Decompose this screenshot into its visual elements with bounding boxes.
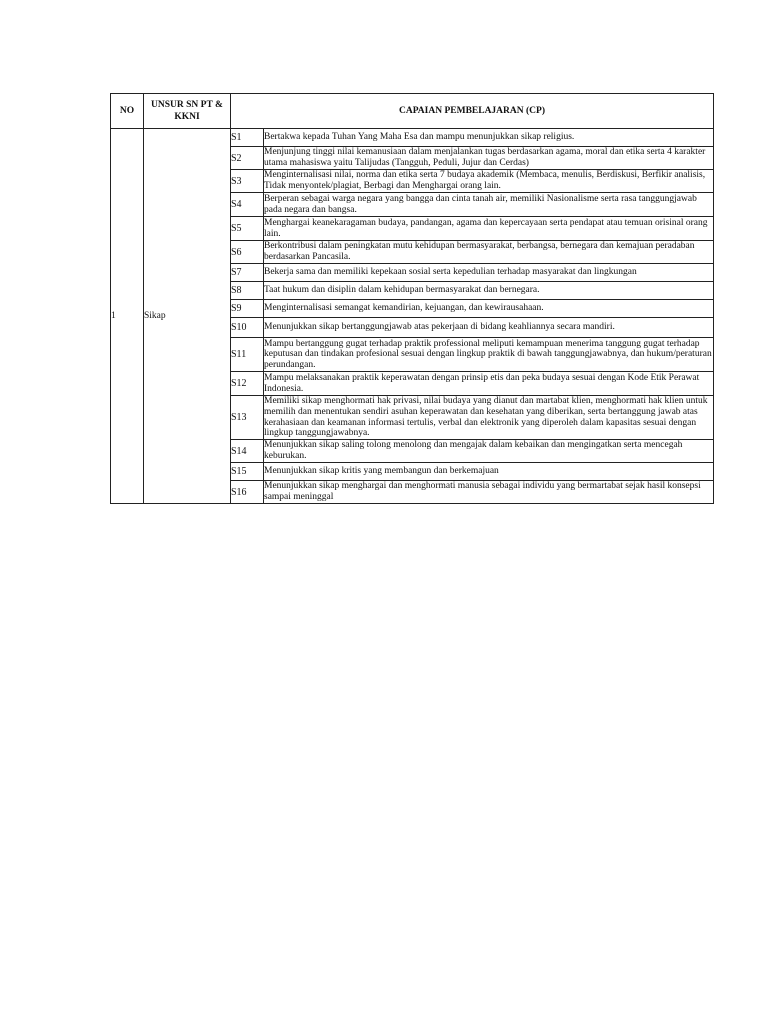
table-row [111, 129, 714, 147]
row-description: Memiliki sikap menghormati hak privasi, nilai budaya yang dianut dan martabat klien, menghormati hak klien untuk memilih dan menentukan sendiri asuhan keperawatan dan kesehatan yang diberikan, serta bertanggung jawab atas kerahasiaan dan keamanan informasi tertulis, verbal dan elektronik yang diperoleh dalam kapasitas sesuai dengan lingkup tanggungjawabnya. [264, 396, 714, 440]
row-code: S2 [231, 147, 264, 170]
group-number: 1 [111, 129, 144, 504]
row-description: Berkontribusi dalam peningkatan mutu kehidupan bermasyarakat, berbangsa, bernegara dan kemajuan peradaban berdasarkan Pancasila. [264, 241, 714, 264]
row-code: S10 [231, 318, 264, 338]
row-description: Menjunjung tinggi nilai kemanusiaan dalam menjalankan tugas berdasarkan agama, moral dan etika serta 4 karakter utama mahasiswa yaitu Talijudas (Tangguh, Peduli, Jujur dan Cerdas) [264, 147, 714, 170]
row-description: Menunjukkan sikap menghargai dan menghormati manusia sebagai individu yang bermartabat sejak hasil konsepsi sampai meninggal [264, 481, 714, 504]
row-description: Berperan sebagai warga negara yang bangga dan cinta tanah air, memiliki Nasionalisme serta rasa tanggungjawab pada negara dan bangsa. [264, 193, 714, 217]
row-code: S5 [231, 217, 264, 241]
row-description: Mampu melaksanakan praktik keperawatan dengan prinsip etis dan peka budaya sesuai dengan Kode Etik Perawat Indonesia. [264, 372, 714, 396]
row-code: S11 [231, 338, 264, 372]
row-description: Menunjukkan sikap bertanggungjawab atas pekerjaan di bidang keahliannya secara mandiri. [264, 318, 714, 338]
row-code: S4 [231, 193, 264, 217]
row-code: S8 [231, 282, 264, 300]
row-code: S15 [231, 463, 264, 481]
row-code: S7 [231, 264, 264, 282]
row-code: S9 [231, 300, 264, 318]
header-no: NO [111, 94, 144, 129]
row-code: S3 [231, 170, 264, 193]
header-unsur: UNSUR SN PT & KKNI [144, 94, 231, 129]
learning-outcomes-table [110, 93, 714, 504]
table-header-row [111, 94, 714, 129]
row-code: S13 [231, 396, 264, 440]
row-code: S6 [231, 241, 264, 264]
row-code: S12 [231, 372, 264, 396]
row-description: Menunjukkan sikap kritis yang membangun dan berkemajuan [264, 463, 714, 481]
row-code: S14 [231, 440, 264, 463]
row-description: Menginternalisasi nilai, norma dan etika serta 7 budaya akademik (Membaca, menulis, Berdiskusi, Berfikir analisis, Tidak menyontek/plagiat, Berbagi dan Menghargai orang lain. [264, 170, 714, 193]
group-unsur: Sikap [144, 129, 231, 504]
row-description: Mampu bertanggung gugat terhadap praktik professional meliputi kemampuan menerima tanggung gugat terhadap keputusan dan tindakan profesional sesuai dengan lingkup praktik di bawah tanggungjawabnya, dan hukum/peraturan perundangan. [264, 338, 712, 370]
row-description: Bertakwa kepada Tuhan Yang Maha Esa dan mampu menunjukkan sikap religius. [264, 129, 714, 147]
row-description: Menunjukkan sikap saling tolong menolong dan mengajak dalam kebaikan dan mengingatkan serta mencegah keburukan. [264, 440, 714, 463]
row-description: Bekerja sama dan memiliki kepekaan sosial serta kepedulian terhadap masyarakat dan lingkungan [264, 264, 714, 282]
header-capaian: CAPAIAN PEMBELAJARAN (CP) [231, 94, 714, 129]
row-code: S1 [231, 129, 264, 147]
row-description: Menghargai keanekaragaman budaya, pandangan, agama dan kepercayaan serta pendapat atau temuan orisinal orang lain. [264, 217, 714, 241]
row-description: Menginternalisasi semangat kemandirian, kejuangan, dan kewirausahaan. [264, 300, 714, 318]
row-code: S16 [231, 481, 264, 504]
row-description: Taat hukum dan disiplin dalam kehidupan bermasyarakat dan bernegara. [264, 282, 714, 300]
